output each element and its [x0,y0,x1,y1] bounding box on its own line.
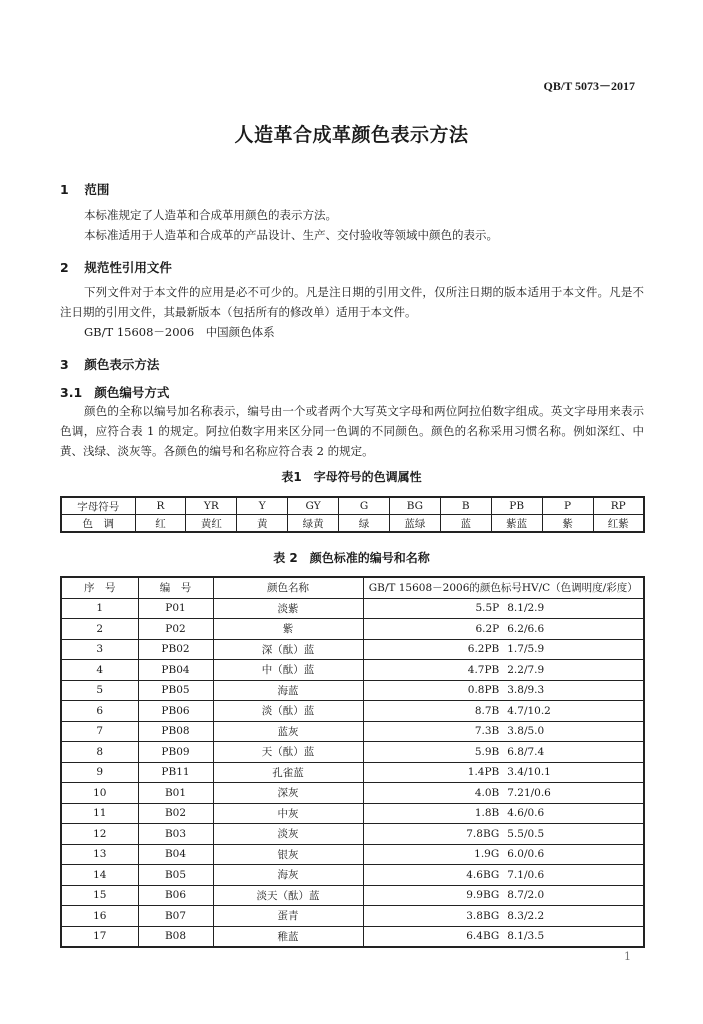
table-row [61,783,644,804]
row-number-cell: 11 [61,803,138,824]
row-number-cell: 13 [61,844,138,865]
table-row [61,742,644,763]
table-row [61,639,644,660]
lightness-chroma-value: 7.21/0.6 [507,786,551,799]
section-number: 1 [60,182,69,197]
section-title: 范围 [84,182,110,197]
color-name-cell: 稚蓝 [213,926,363,947]
color-code-cell: PB11 [138,762,213,783]
row-number-cell: 6 [61,701,138,722]
section-number: 2 [60,260,69,275]
hue-cell: 黄红 [186,515,237,533]
table-row [61,824,644,845]
hue-cell: 黄 [237,515,288,533]
row-number-cell: 7 [61,721,138,742]
section-2-heading [60,258,172,276]
hvc-cell [363,762,644,783]
table-row [61,680,644,701]
lightness-chroma-value: 8.1/2.9 [507,602,545,615]
color-code-cell: B01 [138,783,213,804]
letter-cell: B [440,497,491,515]
color-code-cell: PB08 [138,721,213,742]
hvc-cell [363,885,644,906]
hvc-cell [363,598,644,619]
hue-value: 4.0B [474,786,500,799]
hvc-cell [363,742,644,763]
hue-cell: 绿 [339,515,390,533]
lightness-chroma-value: 3.8/9.3 [507,684,545,697]
color-name-cell: 蛋青 [213,906,363,927]
letter-cell: GY [288,497,339,515]
column-header: 序 号 [61,577,138,598]
section-1-heading [60,180,109,198]
lightness-chroma-value: 3.8/5.0 [507,725,545,738]
letter-cell: R [135,497,186,515]
row-number-cell: 10 [61,783,138,804]
color-name-cell: 深（酞）蓝 [213,639,363,660]
table-row [61,926,644,947]
row-number-cell: 4 [61,660,138,681]
color-name-cell: 蓝灰 [213,721,363,742]
column-header: 颜色名称 [213,577,363,598]
lightness-chroma-value: 6.0/0.6 [507,848,545,861]
hue-cell: 蓝绿 [389,515,440,533]
paragraph: 颜色的全称以编号加名称表示，编号由一个或者两个大写英文字母和两位阿拉伯数字组成。英文字母用来表示色调，应符合表 1 的规定。阿拉伯数字用来区分同一色调的不同颜色。颜色的名称采用习惯名称。例如深红、中黄、浅绿、淡灰等。各颜色的编号和名称应符合表 2 的规定。 [60,404,644,458]
hue-value: 6.4BG [466,930,500,943]
row-number-cell: 17 [61,926,138,947]
section-3-heading [60,355,159,373]
letter-cell: P [542,497,593,515]
lightness-chroma-value: 8.7/2.0 [507,889,545,902]
table-row [61,660,644,681]
row-number-cell: 3 [61,639,138,660]
lightness-chroma-value: 5.5/0.5 [507,827,545,840]
hue-value: 1.8B [474,807,500,820]
color-code-cell: B06 [138,885,213,906]
table-row [61,906,644,927]
table-row [61,721,644,742]
color-code-cell: PB04 [138,660,213,681]
color-standard-table [60,576,645,948]
table-row [61,762,644,783]
letter-cell: Y [237,497,288,515]
table-row [61,598,644,619]
color-name-cell: 孔雀蓝 [213,762,363,783]
color-name-cell: 中（酞）蓝 [213,660,363,681]
hvc-cell [363,660,644,681]
color-code-cell: B08 [138,926,213,947]
table-header-row [61,577,644,598]
row-number-cell: 8 [61,742,138,763]
hue-value: 9.9BG [466,889,500,902]
row-number-cell: 5 [61,680,138,701]
table-row [61,844,644,865]
color-name-cell: 淡（酞）蓝 [213,701,363,722]
hue-value: 1.4PB [467,766,500,779]
hvc-cell [363,844,644,865]
hue-value: 0.8PB [467,684,500,697]
hvc-cell [363,701,644,722]
table-row [61,619,644,640]
table-row [61,885,644,906]
color-name-cell: 淡天（酞）蓝 [213,885,363,906]
table-row [61,803,644,824]
color-code-cell: B05 [138,865,213,886]
color-code-cell: B04 [138,844,213,865]
hvc-cell [363,639,644,660]
table-row [61,865,644,886]
hue-letter-table [60,496,645,533]
lightness-chroma-value: 8.3/2.2 [507,909,545,922]
color-name-cell: 中灰 [213,803,363,824]
hue-cell: 红 [135,515,186,533]
table-row [61,515,644,533]
table-row [61,497,644,515]
lightness-chroma-value: 2.2/7.9 [507,663,545,676]
color-code-cell: P02 [138,619,213,640]
hvc-cell [363,906,644,927]
hvc-cell [363,865,644,886]
hue-value: 5.9B [474,745,500,758]
letter-cell: G [339,497,390,515]
color-name-cell: 深灰 [213,783,363,804]
lightness-chroma-value: 4.6/0.6 [507,807,545,820]
row-number-cell: 1 [61,598,138,619]
lightness-chroma-value: 7.1/0.6 [507,868,545,881]
paragraph: 下列文件对于本文件的应用是必不可少的。凡是注日期的引用文件，仅所注日期的版本适用于本文件。凡是不注日期的引用文件，其最新版本（包括所有的修改单）适用于本文件。 [60,285,644,319]
hvc-cell [363,619,644,640]
section-title: 颜色表示方法 [84,357,160,372]
page-number: 1 [624,950,631,963]
lightness-chroma-value: 1.7/5.9 [507,643,545,656]
hue-cell: 绿黄 [288,515,339,533]
row-number-cell: 15 [61,885,138,906]
hue-value: 4.7PB [467,663,500,676]
color-code-cell: PB05 [138,680,213,701]
table-1-caption: 表1 字母符号的色调属性 [281,470,422,484]
lightness-chroma-value: 4.7/10.2 [507,704,551,717]
color-code-cell: PB09 [138,742,213,763]
column-header: GB/T 15608－2006的颜色标号HV/C（色调明度/彩度） [363,577,644,598]
paragraph: 本标准规定了人造革和合成革用颜色的表示方法。 [84,208,337,222]
color-code-cell: PB06 [138,701,213,722]
hue-value: 6.2PB [467,643,500,656]
color-name-cell: 淡灰 [213,824,363,845]
color-name-cell: 天（酞）蓝 [213,742,363,763]
hvc-cell [363,926,644,947]
column-header: 编 号 [138,577,213,598]
hue-value: 6.2P [475,622,500,635]
hue-value: 4.6BG [466,868,500,881]
hue-value: 7.3B [474,725,500,738]
letter-cell: PB [491,497,542,515]
lightness-chroma-value: 6.8/7.4 [507,745,545,758]
hue-cell: 紫蓝 [491,515,542,533]
letter-cell: YR [186,497,237,515]
hue-cell: 蓝 [440,515,491,533]
section-title: 颜色编号方式 [94,385,170,400]
reference-item: GB/T 15608－2006 中国颜色体系 [84,325,275,339]
lightness-chroma-value: 8.1/3.5 [507,930,545,943]
standard-code: QB/T 5073－2017 [543,79,635,93]
color-name-cell: 银灰 [213,844,363,865]
table-2-caption: 表 2 颜色标准的编号和名称 [273,551,430,565]
hue-cell: 紫 [542,515,593,533]
hvc-cell [363,680,644,701]
color-code-cell: P01 [138,598,213,619]
document-title: 人造革合成革颜色表示方法 [234,124,469,146]
row-number-cell: 16 [61,906,138,927]
hvc-cell [363,721,644,742]
color-code-cell: B03 [138,824,213,845]
row-label: 字母符号 [61,497,135,515]
color-name-cell: 海灰 [213,865,363,886]
color-name-cell: 海蓝 [213,680,363,701]
row-number-cell: 2 [61,619,138,640]
hue-value: 5.5P [475,602,500,615]
letter-cell: BG [389,497,440,515]
hvc-cell [363,783,644,804]
row-number-cell: 12 [61,824,138,845]
color-name-cell: 淡紫 [213,598,363,619]
section-number: 3.1 [60,385,83,400]
lightness-chroma-value: 3.4/10.1 [507,766,551,779]
color-code-cell: B07 [138,906,213,927]
hue-value: 3.8BG [466,909,500,922]
hue-cell: 红紫 [593,515,644,533]
table-row [61,701,644,722]
lightness-chroma-value: 6.2/6.6 [507,622,545,635]
hue-value: 8.7B [474,704,500,717]
hvc-cell [363,824,644,845]
row-number-cell: 14 [61,865,138,886]
row-label: 色 调 [61,515,135,533]
hue-value: 1.9G [474,848,500,861]
paragraph: 本标准适用于人造革和合成革的产品设计、生产、交付验收等领域中颜色的表示。 [84,228,498,242]
section-title: 规范性引用文件 [84,260,172,275]
section-number: 3 [60,357,69,372]
color-name-cell: 紫 [213,619,363,640]
letter-cell: RP [593,497,644,515]
hue-value: 7.8BG [466,827,500,840]
color-code-cell: PB02 [138,639,213,660]
section-3-1-heading [60,383,169,401]
row-number-cell: 9 [61,762,138,783]
hvc-cell [363,803,644,824]
color-code-cell: B02 [138,803,213,824]
